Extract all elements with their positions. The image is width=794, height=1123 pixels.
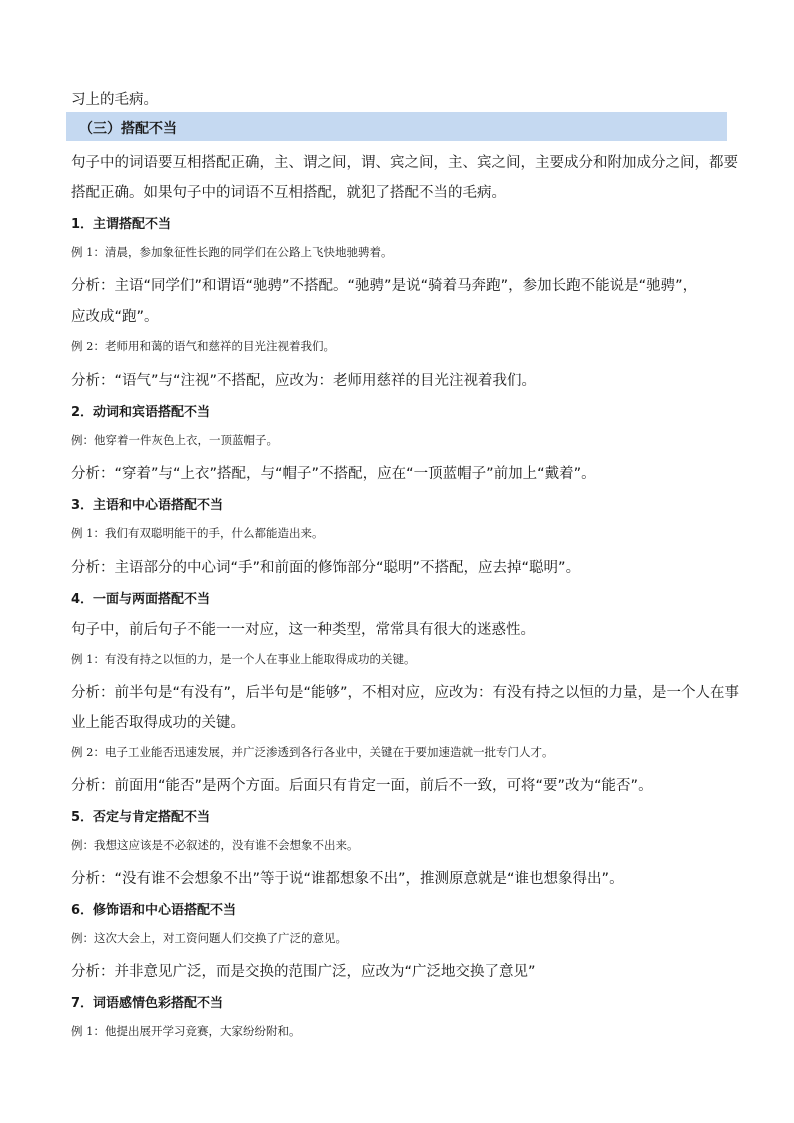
- intro-tail: 习上的毛病。: [71, 92, 158, 108]
- heading-6: 6．修饰语和中心语搭配不当: [71, 903, 237, 918]
- analysis-1-2: 分析：“语气”与“注视”不搭配，应改为：老师用慈祥的目光注视着我们。: [71, 373, 537, 389]
- example-2: 例：他穿着一件灰色上衣，一顶蓝帽子。: [71, 433, 278, 447]
- example-4-2: 例 2：电子工业能否迅速发展，并广泛渗透到各行各业中，关键在于要加速造就一批专门人才。: [71, 745, 554, 759]
- heading-1: 1．主谓搭配不当: [71, 217, 172, 232]
- analysis-1-1-line-2: 应改成“跑”。: [71, 309, 159, 325]
- analysis-3: 分析：主语部分的中心词“手”和前面的修饰部分“聪明”不搭配，应去掉“聪明”。: [71, 560, 581, 576]
- note-4: 句子中，前后句子不能一一对应，这一种类型，常常具有很大的迷惑性。: [71, 622, 535, 638]
- analysis-1-1-line-1: 分析：主语“同学们”和谓语“驰骋”不搭配。“驰骋”是说“骑着马奔跑”，参加长跑不能说是“驰骋”，: [71, 278, 698, 294]
- example-1-2: 例 2：老师用和蔼的语气和慈祥的目光注视着我们。: [71, 339, 335, 353]
- example-4-1: 例 1：有没有持之以恒的力，是一个人在事业上能取得成功的关键。: [71, 652, 416, 666]
- heading-3: 3．主语和中心语搭配不当: [71, 498, 224, 513]
- example-3: 例 1：我们有双聪明能干的手，什么都能造出来。: [71, 526, 324, 540]
- analysis-4-1-line-1: 分析：前半句是“有没有”，后半句是“能够”，不相对应，应改为：有没有持之以恒的力量，是一个人在事: [71, 685, 740, 701]
- example-1-1: 例 1：清晨，参加象征性长跑的同学们在公路上飞快地驰骋着。: [71, 245, 393, 259]
- heading-4: 4．一面与两面搭配不当: [71, 592, 211, 607]
- intro-line-1: 句子中的词语要互相搭配正确，主、谓之间，谓、宾之间，主、宾之间，主要成分和附加成分之间，都要: [71, 155, 738, 171]
- example-5: 例：我想这应该是不必叙述的，没有谁不会想象不出来。: [71, 838, 359, 852]
- heading-5: 5．否定与肯定搭配不当: [71, 810, 211, 825]
- intro-line-2: 搭配正确。如果句子中的词语不互相搭配，就犯了搭配不当的毛病。: [71, 185, 506, 201]
- analysis-5: 分析：“没有谁不会想象不出”等于说“谁都想象不出”，推测原意就是“谁也想象得出”。: [71, 871, 624, 887]
- section-title: （三）搭配不当: [79, 121, 177, 137]
- analysis-6: 分析：并非意见广泛，而是交换的范围广泛，应改为“广泛地交换了意见”: [71, 964, 536, 980]
- analysis-2: 分析：“穿着”与“上衣”搭配，与“帽子”不搭配，应在“一顶蓝帽子”前加上“戴着”。: [71, 466, 596, 482]
- example-7-1: 例 1：他提出展开学习竞赛，大家纷纷附和。: [71, 1024, 301, 1038]
- heading-2: 2．动词和宾语搭配不当: [71, 405, 211, 420]
- analysis-4-2: 分析：前面用“能否”是两个方面。后面只有肯定一面，前后不一致，可将“要”改为“能否”。: [71, 778, 653, 794]
- heading-7: 7．词语感情色彩搭配不当: [71, 996, 224, 1011]
- example-6: 例：这次大会上，对工资问题人们交换了广泛的意见。: [71, 931, 347, 945]
- analysis-4-1-line-2: 业上能否取得成功的关键。: [71, 715, 245, 731]
